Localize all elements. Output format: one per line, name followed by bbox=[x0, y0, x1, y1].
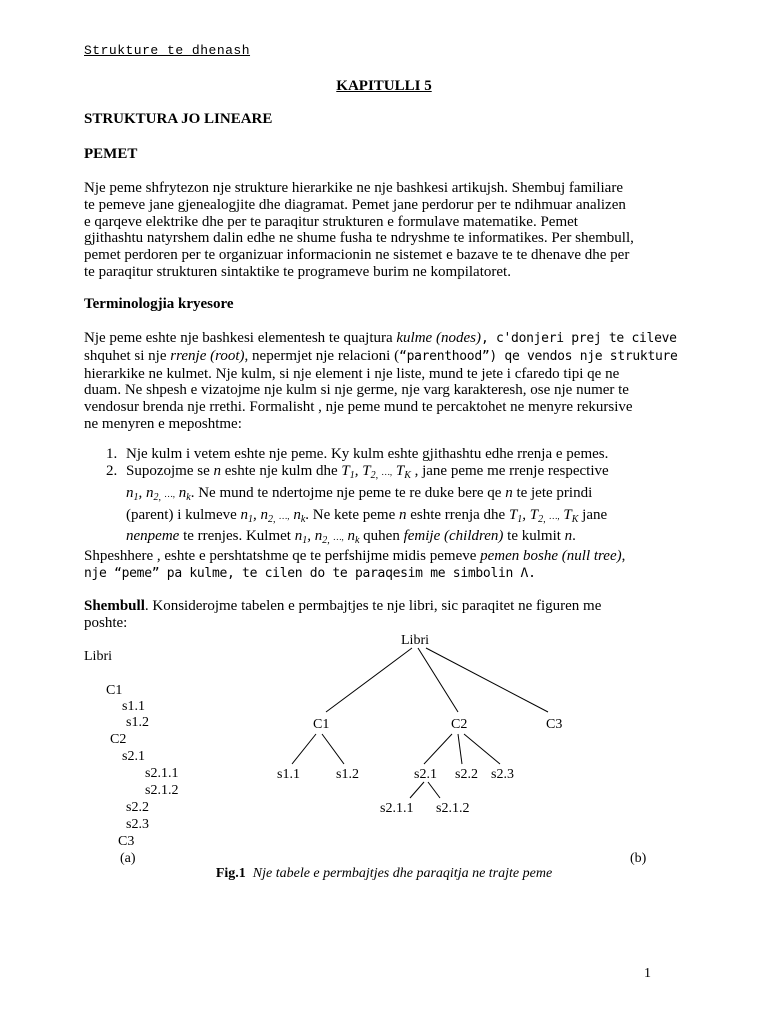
toc-item: C1 bbox=[106, 683, 123, 698]
math-seq-n: $n_1$, $n_{2,}$ …, $n_k$ bbox=[240, 506, 306, 525]
tree-node: s2.1 bbox=[414, 767, 437, 782]
tree-edge bbox=[326, 648, 412, 712]
text-run: eshte rrenja dhe bbox=[406, 506, 509, 523]
caption-text: Nje tabele e permbajtjes dhe paraqitja ne trajte peme bbox=[252, 866, 553, 881]
term-root: rrenje (root) bbox=[170, 347, 245, 364]
text-run: Shpeshhere , eshte e pershtatshme qe te perfshijme midis pemeve bbox=[84, 548, 481, 564]
math-seq-T: $T_1$, $T_{2,}$ …, $T_K$ bbox=[508, 506, 579, 525]
tree-node: s2.1.2 bbox=[436, 801, 470, 816]
caption-number: Fig.1 bbox=[215, 866, 246, 881]
intro-line: gjithashtu natyrshem dalin edhe ne shume fusha te ndryshme te informatikes. Per shembull, bbox=[84, 230, 634, 247]
chapter-title: KAPITULLI 5 bbox=[336, 78, 432, 94]
tree-node: C1 bbox=[313, 717, 330, 732]
tree-edge bbox=[464, 734, 500, 764]
toc-item: s2.1.1 bbox=[145, 766, 179, 781]
example-label: Shembull bbox=[84, 598, 145, 614]
math-var: n bbox=[505, 484, 513, 501]
tree-node: s2.3 bbox=[491, 767, 514, 782]
list-number: 1. bbox=[106, 446, 118, 462]
term-nodes: kulme (nodes) bbox=[396, 330, 481, 346]
math-var: n bbox=[564, 528, 573, 545]
tree-edge bbox=[458, 734, 462, 764]
intro-line: pemet perdoren per te organizuar informacionin ne sistemet e bazave te te dhenave dhe per bbox=[84, 247, 630, 264]
text-run: eshte nje kulm dhe bbox=[221, 463, 342, 479]
tree-edge bbox=[322, 734, 344, 764]
text-run: te kulmit bbox=[503, 528, 565, 545]
toc-item: s2.1 bbox=[122, 749, 145, 764]
toc-item: C3 bbox=[118, 834, 135, 849]
list-text: Nje kulm i vetem eshte nje peme. Ky kulm eshte gjithashtu edhe rrenja e pemes. bbox=[126, 446, 609, 462]
intro-line: e qarqeve elektrike dhe per te paraqitur strukturen e formulave matematike. Pemet bbox=[84, 213, 578, 230]
section-title: STRUKTURA JO LINEARE bbox=[84, 111, 273, 127]
text-run: Supozojme se bbox=[126, 463, 214, 479]
math-var: n bbox=[398, 506, 407, 523]
text-run: . bbox=[572, 528, 576, 545]
text-run: . Ne mund te ndertojme nje peme te re duke bere qe bbox=[190, 484, 506, 501]
tree-node: s2.1.1 bbox=[380, 801, 414, 816]
subsection-title: PEMET bbox=[84, 146, 138, 162]
figure-label-a: (a) bbox=[120, 851, 136, 866]
term-children: femije (children) bbox=[403, 528, 504, 545]
term-subtree: nenpeme bbox=[126, 528, 180, 545]
tree-node: C2 bbox=[451, 717, 468, 732]
figure-caption bbox=[0, 866, 768, 882]
text-run: , bbox=[621, 548, 626, 564]
text-run: . Konsiderojme tabelen e permbajtjes te nje libri, sic paraqitet ne figuren me bbox=[144, 598, 602, 614]
terminology-line: ne menyren e meposhtme: bbox=[84, 415, 242, 432]
intro-line: te paraqitur strukturen sintaktike te programeve burim ne kompilatoret. bbox=[84, 263, 511, 280]
tree-edge bbox=[426, 648, 548, 712]
text-run: . Ne kete peme bbox=[305, 506, 399, 523]
text-run: , nepermjet nje relacioni ( bbox=[244, 347, 400, 364]
text-run: jane bbox=[578, 506, 608, 523]
text-run: quhen bbox=[359, 528, 404, 545]
toc-item: s2.1.2 bbox=[145, 783, 179, 798]
tree-edge bbox=[428, 782, 440, 798]
tree-node: s1.1 bbox=[277, 767, 300, 782]
terminology-line: duam. Ne shpesh e vizatojme nje kulm si nje germe, nje varg karakteresh, ose nje numer te bbox=[84, 382, 629, 399]
text-run: te jete prindi bbox=[512, 484, 593, 501]
tree-node: C3 bbox=[546, 717, 563, 732]
text-run: te rrenjes. Kulmet bbox=[179, 528, 295, 545]
text-run: shquhet si nje bbox=[84, 347, 171, 364]
example-line: poshte: bbox=[84, 614, 128, 631]
text-run: , c'donjeri prej te cileve bbox=[480, 331, 677, 346]
text-run: (parent) i kulmeve bbox=[126, 506, 241, 523]
text-run: “parenthood”) qe vendos nje strukture bbox=[399, 348, 678, 364]
math-seq-n: $n_1$, $n_{2,}$ …, $n_k$ bbox=[294, 528, 360, 547]
page-number: 1 bbox=[644, 966, 651, 981]
toc-item: s1.1 bbox=[122, 699, 145, 714]
list-number: 2. bbox=[106, 463, 118, 479]
intro-line: Nje peme shfrytezon nje strukture hierarkike ne nje bashkesi artikujsh. Shembuj familiare bbox=[84, 180, 623, 196]
tree-edge bbox=[418, 648, 458, 712]
text-run: Nje peme eshte nje bashkesi elementesh te quajtura bbox=[84, 330, 397, 346]
term-null-tree: pemen boshe (null tree) bbox=[480, 548, 622, 564]
intro-line: te pemeve jane gjenealogjite dhe diagramat. Pemet jane perdorur per te ndihmuar analizen bbox=[84, 196, 626, 213]
terminology-line: vendosur brenda nje rrethi. Formalisht , nje peme mund te percaktohet ne menyre rekursive bbox=[84, 399, 633, 416]
text-run: nje “peme” pa kulme, te cilen do te paraqesim me simbolin Λ. bbox=[84, 565, 536, 581]
math-seq-n: $n_1$, $n_{2,}$ …, $n_k$ bbox=[126, 484, 191, 503]
terminology-title: Terminologjia kryesore bbox=[84, 296, 234, 312]
terminology-line: hierarkike ne kulmet. Nje kulm, si nje element i nje liste, mund te jete i cfaredo tipi qe ne bbox=[84, 365, 620, 382]
toc-item: s2.3 bbox=[126, 817, 149, 832]
tree-edge bbox=[410, 782, 424, 798]
text-run: , jane peme me rrenje respective bbox=[410, 463, 609, 479]
math-seq-T: $T_1$, $T_{2,}$ …, $T_K$ bbox=[341, 463, 411, 481]
math-var: n bbox=[213, 463, 221, 479]
tree-edge bbox=[292, 734, 316, 764]
toc-title: Libri bbox=[84, 649, 112, 664]
toc-item: s2.2 bbox=[126, 800, 149, 815]
toc-item: C2 bbox=[110, 732, 127, 747]
tree-edge bbox=[424, 734, 452, 764]
figure-label-b: (b) bbox=[630, 851, 647, 866]
tree-node-root: Libri bbox=[401, 633, 429, 648]
toc-item: s1.2 bbox=[126, 715, 149, 730]
running-header: Strukture te dhenash bbox=[84, 43, 251, 58]
tree-node: s2.2 bbox=[455, 767, 478, 782]
tree-node: s1.2 bbox=[336, 767, 359, 782]
